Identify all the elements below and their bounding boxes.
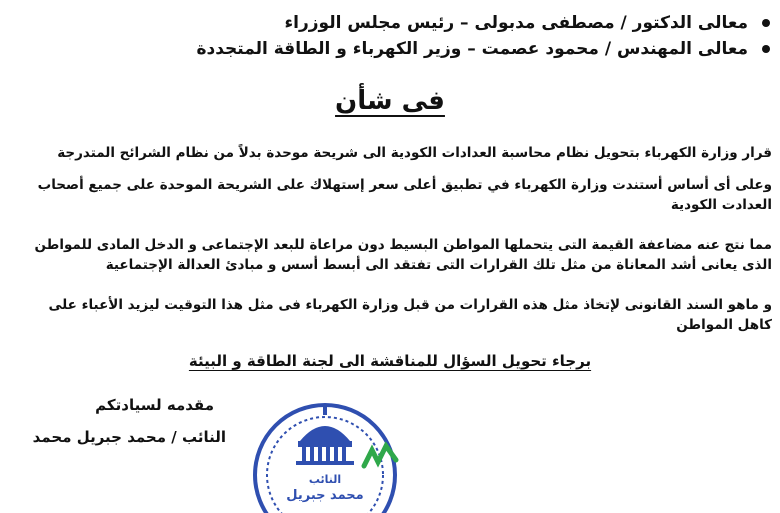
signatory-name: النائب / محمد جبريل محمد: [32, 428, 226, 446]
closing-line: مقدمه لسيادتكم: [95, 396, 214, 414]
body-paragraph: قرار وزارة الكهرباء بتحويل نظام محاسبة العدادات الكودية الى شريحة موحدة بدلاً من نظام الشرائح المتدرجة: [57, 145, 772, 161]
addressee-item: [0, 36, 780, 62]
parliament-dome-icon: [296, 407, 354, 465]
body-paragraph: و ماهو السند القانونى لإتخاذ مثل هذه القرارات من قبل وزارة الكهرباء فى مثل هذا التوقيت ليزيد الأعباء على كاهل المواطن: [48, 297, 772, 333]
body-paragraph: مما نتج عنه مضاعفة القيمة التى يتحملها المواطن البسيط دون مراعاة للبعد الإجتماعى و الدخل المادى للمواطن الذى يعانى أشد المعاناة من مثل تلك القرارات التى تفتقد الى أبسط أسس و مبادئ العدالة الإجتماعية: [34, 237, 772, 273]
addressee-list: [0, 10, 780, 62]
addressee-text: معالى المهندس / محمود عصمت – وزير الكهرباء و الطاقة المتجددة: [196, 39, 748, 59]
subject-heading: فى شأن: [335, 86, 445, 116]
bullet-icon: [762, 45, 770, 53]
body-paragraph: وعلى أى أساس أستندت وزارة الكهرباء في تطبيق أعلى سعر إستهلاك على الشريحة الموحدة على جميع أصحاب العدادت الكودية: [37, 177, 772, 213]
stamp-title: النائب: [308, 473, 342, 486]
signature-mark: [360, 440, 400, 470]
bullet-icon: [762, 19, 770, 27]
request-line: برجاء تحويل السؤال للمناقشة الى لجنة الطاقة و البيئة: [188, 352, 592, 370]
addressee-text: معالى الدكتور / مصطفى مدبولى – رئيس مجلس الوزراء: [284, 13, 748, 33]
addressee-item: [0, 10, 780, 36]
stamp-name: محمد جبريل: [286, 488, 364, 503]
